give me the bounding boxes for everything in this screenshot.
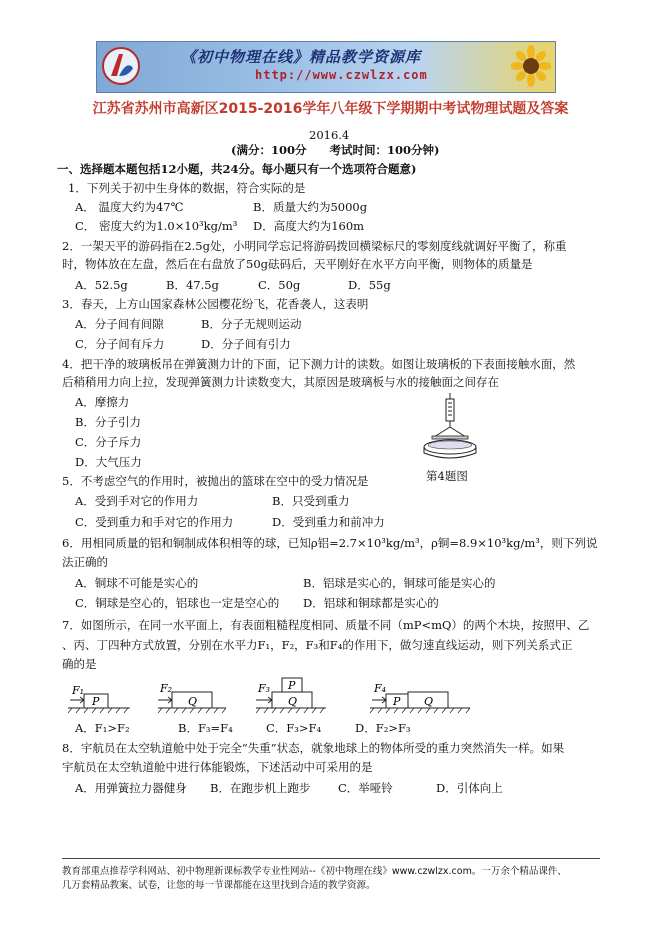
q8-option-c: C．举哑铃 — [338, 781, 393, 795]
q3-option-c: C．分子间有斥力 — [75, 337, 165, 351]
footer-line1: 教育部重点推荐学科网站、初中物理新课标教学专业性网站--《初中物理在线》www.czwlzx.com。一万余个精品课件、 — [62, 866, 567, 877]
q5-option-c: C．受到重力和手对它的作用力 — [75, 515, 234, 529]
footer-divider — [62, 858, 600, 859]
q2-option-b: B．47.5g — [166, 278, 219, 292]
q6-line1: 6．用相同质量的铝和铜制成体积相等的球，已知ρ铝=2.7×10³kg/m³，ρ铜=8.9×10³kg/m³，则下列说 — [62, 536, 598, 550]
q7-line3: 确的是 — [62, 657, 97, 671]
q7-line2: 、丙、丁四种方式放置，分别在水平力F₁，F₂，F₃和F₄的作用下，做匀速直线运动，则下列关系式正 — [62, 638, 573, 652]
q6-line2: 法正确的 — [62, 555, 108, 569]
q7-p-label-3: P — [393, 695, 401, 708]
q6-option-d: D．铝球和铜球都是实心的 — [303, 596, 439, 610]
q8-option-b: B．在跑步机上跑步 — [210, 781, 311, 795]
q5-stem: 5．不考虑空气的作用时，被抛出的篮球在空中的受力情况是 — [62, 474, 369, 488]
q2-option-a: A．52.5g — [75, 278, 128, 292]
q7-figure-bing — [256, 678, 326, 713]
q6-option-b: B．铝球是实心的，铜球可能是实心的 — [303, 576, 496, 590]
site-logo-icon — [101, 46, 141, 86]
sunflower-icon — [511, 44, 551, 88]
q8-line2: 宇航员在太空轨道舱中进行体能锻炼，下述活动中可采用的是 — [62, 760, 373, 774]
q7-q-label-2: Q — [288, 695, 298, 708]
q7-q-label-1: Q — [188, 695, 198, 708]
q3-stem: 3．春天，上方山国家森林公园樱花纷飞，花香袭人，这表明 — [62, 297, 369, 311]
q6-option-a: A．铜球不可能是实心的 — [75, 576, 199, 590]
q1-stem: 1．下列关于初中生身体的数据，符合实际的是 — [68, 181, 306, 195]
q3-option-b: B．分子无规则运动 — [201, 317, 302, 331]
banner-url[interactable]: http://www.czwlzx.com — [255, 68, 428, 82]
spring-scale-figure — [420, 393, 480, 465]
q4-figure-label: 第4题图 — [426, 469, 468, 483]
q7-f4-label: F₄ — [374, 682, 387, 695]
score-line: (满分：100分 考试时间：100分钟) — [231, 143, 440, 157]
banner-title: 《初中物理在线》精品教学资源库 — [181, 48, 422, 66]
q7-f2-label: F₂ — [160, 682, 173, 695]
q7-p-label-1: P — [92, 695, 100, 708]
q7-option-a: A．F₁>F₂ — [75, 721, 130, 735]
q2-line2: 时，物体放在左盘，然后在右盘放了50g砝码后，天平刚好在水平方向平衡，则物体的质量是 — [62, 257, 533, 271]
footer-line2: 几万套精品教案、试卷，让您的每一节课都能在这里找到合适的教学资源。 — [62, 880, 376, 891]
header-banner — [96, 41, 556, 93]
q6-option-c: C．铜球是空心的，铝球也一定是空心的 — [75, 596, 280, 610]
q8-line1: 8．宇航员在太空轨道舱中处于完全“失重”状态，就象地球上的物体所受的重力突然消失一样。如果 — [62, 741, 565, 755]
q2-option-c: C．50g — [258, 278, 301, 292]
q1-option-a: A． 温度大约为47℃ — [75, 200, 184, 214]
q7-option-b: B．F₃=F₄ — [178, 721, 233, 735]
q7-option-d: D．F₂>F₃ — [355, 721, 411, 735]
q7-f3-label: F₃ — [258, 682, 271, 695]
q5-option-b: B．只受到重力 — [272, 494, 350, 508]
q4-line1: 4．把干净的玻璃板吊在弹簧测力计的下面，记下测力计的读数。如图让玻璃板的下表面接触水面，然 — [62, 357, 576, 371]
q1-option-d: D．高度大约为160m — [253, 219, 365, 233]
q7-figure — [68, 676, 472, 720]
q7-f1-label: F₁ — [72, 684, 85, 697]
q8-option-d: D．引体向上 — [436, 781, 503, 795]
q3-option-a: A．分子间有间隙 — [75, 317, 164, 331]
q5-option-a: A．受到手对它的作用力 — [75, 494, 199, 508]
exam-date: 2016.4 — [309, 128, 350, 142]
q2-option-d: D．55g — [348, 278, 391, 292]
q7-line1: 7．如图所示，在同一水平面上，有表面粗糙程度相同、质量不同（mP<mQ）的两个木块，按照甲、乙 — [62, 618, 590, 632]
document-title: 江苏省苏州市高新区2015-2016学年八年级下学期期中考试物理试题及答案 — [92, 101, 569, 117]
q7-q-label-3: Q — [424, 695, 434, 708]
q3-option-d: D．分子间有引力 — [201, 337, 291, 351]
q1-option-c: C． 密度大约为1.0×10³kg/m³ — [75, 219, 238, 233]
q8-option-a: A．用弹簧拉力器健身 — [75, 781, 187, 795]
q2-line1: 2．一架天平的游码指在2.5g处，小明同学忘记将游码拨回横梁标尺的零刻度线就调好平衡了，称重 — [62, 239, 567, 253]
q5-option-d: D．受到重力和前冲力 — [272, 515, 385, 529]
q4-line2: 后稍稍用力向上拉，发现弹簧测力计读数变大，其原因是玻璃板与水的接触面之间存在 — [62, 375, 499, 389]
q7-figure-ding — [370, 682, 470, 713]
q1-option-b: B．质量大约为5000g — [253, 200, 368, 214]
q4-option-b: B．分子引力 — [75, 415, 141, 429]
q7-p-label-2: P — [288, 679, 296, 692]
q4-option-d: D．大气压力 — [75, 455, 142, 469]
section-heading: 一、选择题本题包括12小题，共24分。每小题只有一个选项符合题意) — [57, 162, 417, 176]
q4-option-a: A．摩擦力 — [75, 395, 130, 409]
q4-option-c: C．分子斥力 — [75, 435, 142, 449]
q7-option-c: C．F₃>F₄ — [266, 721, 322, 735]
q7-figure-jia — [68, 684, 130, 713]
q7-figure-yi — [158, 682, 226, 713]
